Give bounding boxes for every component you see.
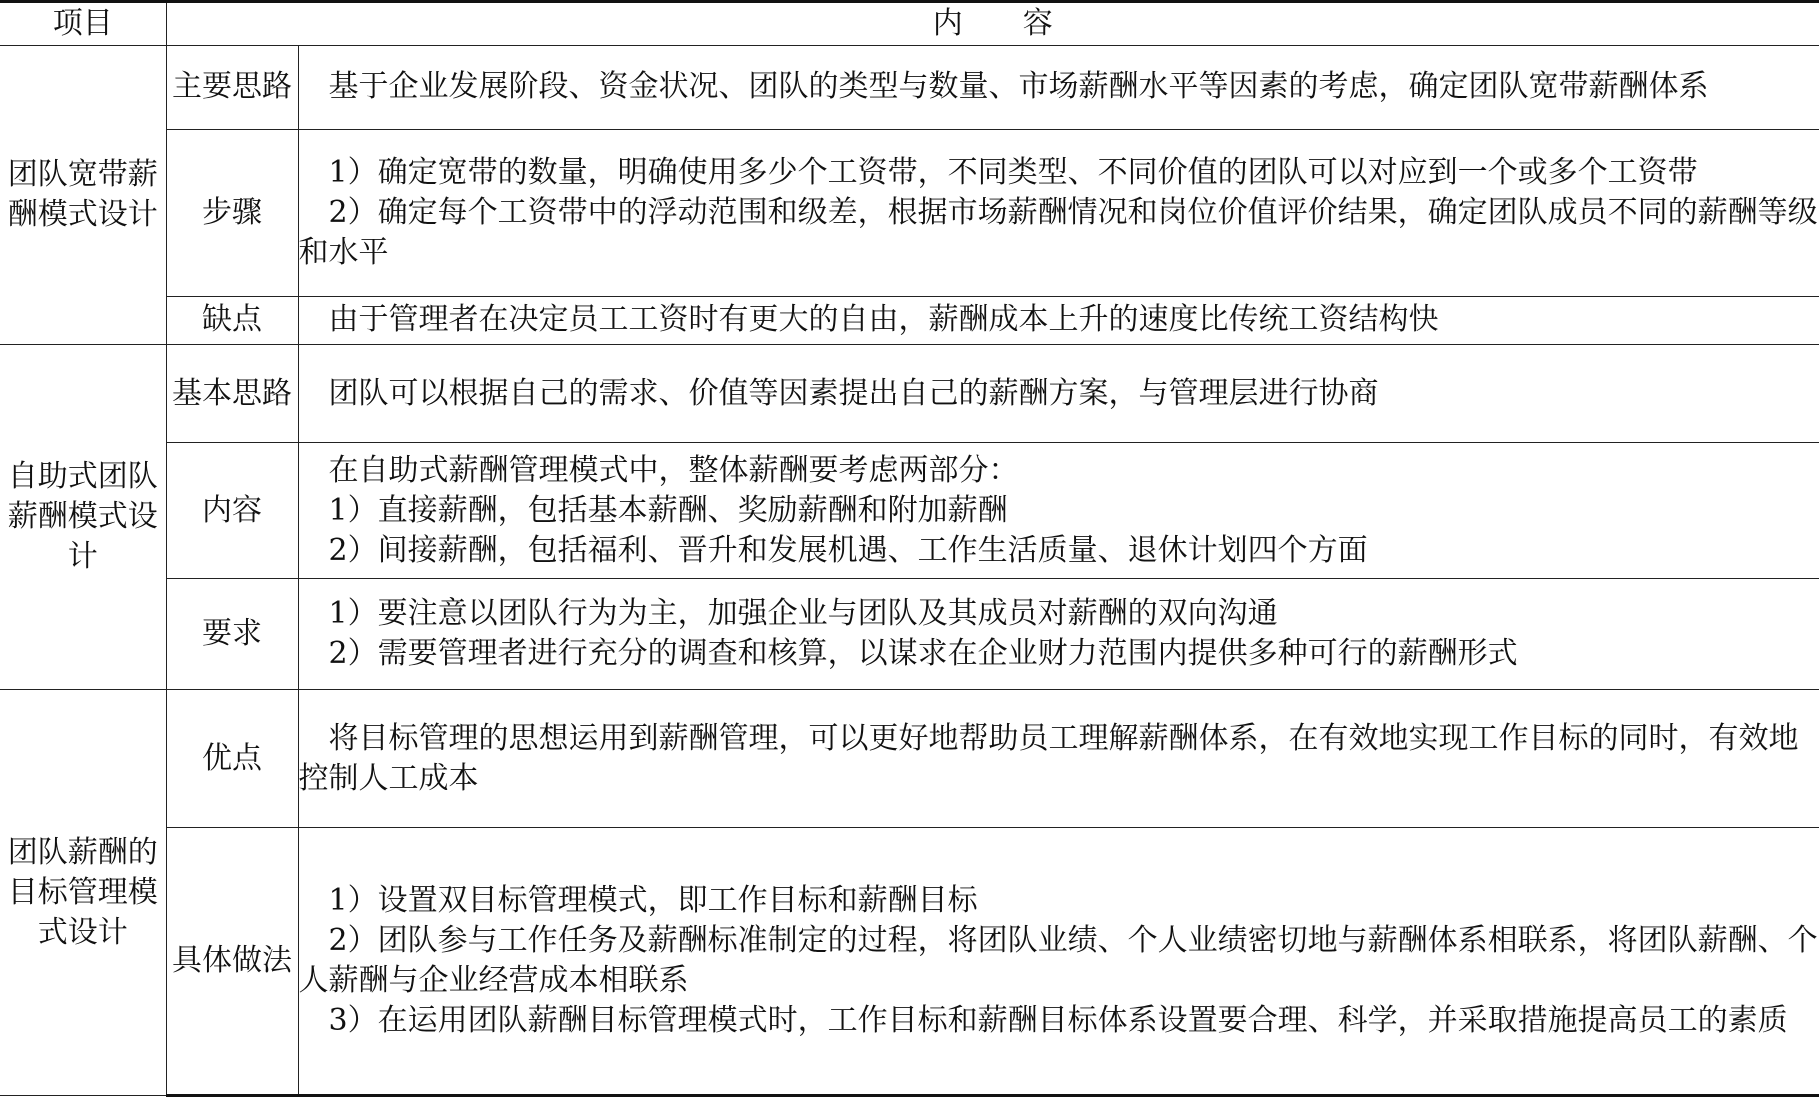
table-row [0,345,1819,443]
content-line: 2）确定每个工资带中的浮动范围和级差，根据市场薪酬情况和岗位价值评价结果，确定团队成员不同的薪酬等级和水平 [298,194,1818,270]
group-item-label: 团队宽带薪酬模式设计 [0,45,166,344]
row-sub-label: 内容 [166,443,298,579]
row-sub-label: 要求 [166,579,298,690]
row-sub-label: 主要思路 [166,45,298,129]
content-line: 1）要注意以团队行为为主，加强企业与团队及其成员对薪酬的双向沟通 [328,596,1278,632]
table-row [0,579,1819,690]
content-line: 2）需要管理者进行充分的调查和核算，以谋求在企业财力范围内提供多种可行的薪酬形式 [328,636,1518,672]
row-sub-label: 基本思路 [166,345,298,443]
content-line: 团队可以根据自己的需求、价值等因素提出自己的薪酬方案，与管理层进行协商 [328,375,1379,411]
row-content [298,828,1819,1096]
table-row [0,45,1819,129]
group-item-label: 自助式团队薪酬模式设计 [0,345,166,690]
content-line: 2）间接薪酬，包括福利、晋升和发展机遇、工作生活质量、退休计划四个方面 [328,532,1368,568]
table-row [0,129,1819,296]
content-line: 2）团队参与工作任务及薪酬标准制定的过程，将团队业绩、个人业绩密切地与薪酬体系相联系，将团队薪酬、个人薪酬与企业经营成本相联系 [298,923,1818,999]
content-line: 1）直接薪酬，包括基本薪酬、奖励薪酬和附加薪酬 [328,492,1008,528]
row-content [298,690,1819,828]
row-sub-label: 具体做法 [166,828,298,1096]
table-row [0,296,1819,344]
content-line: 1）确定宽带的数量，明确使用多少个工资带，不同类型、不同价值的团队可以对应到一个或多个工资带 [328,154,1698,190]
row-content [298,45,1819,129]
table-row [0,690,1819,828]
table-row [0,443,1819,579]
content-line: 1）设置双目标管理模式，即工作目标和薪酬目标 [328,883,978,919]
row-content [298,579,1819,690]
row-content [298,443,1819,579]
table-header-row [0,2,1819,46]
row-content [298,345,1819,443]
header-content: 内 容 [166,2,1819,46]
row-sub-label: 步骤 [166,129,298,296]
row-content [298,296,1819,344]
content-line: 3）在运用团队薪酬目标管理模式时，工作目标和薪酬目标体系设置要合理、科学，并采取措施提高员工的素质 [328,1003,1788,1039]
table-row [0,828,1819,1096]
row-sub-label: 优点 [166,690,298,828]
row-content [298,129,1819,296]
content-line: 基于企业发展阶段、资金状况、团队的类型与数量、市场薪酬水平等因素的考虑，确定团队宽带薪酬体系 [328,69,1709,105]
row-sub-label: 缺点 [166,296,298,344]
content-line: 由于管理者在决定员工工资时有更大的自由，薪酬成本上升的速度比传统工资结构快 [328,302,1439,338]
header-item: 项目 [0,2,166,46]
content-line: 将目标管理的思想运用到薪酬管理，可以更好地帮助员工理解薪酬体系，在有效地实现工作目标的同时，有效地控制人工成本 [298,720,1799,796]
content-line: 在自助式薪酬管理模式中，整体薪酬要考虑两部分： [328,452,1019,488]
group-item-label: 团队薪酬的目标管理模式设计 [0,690,166,1096]
